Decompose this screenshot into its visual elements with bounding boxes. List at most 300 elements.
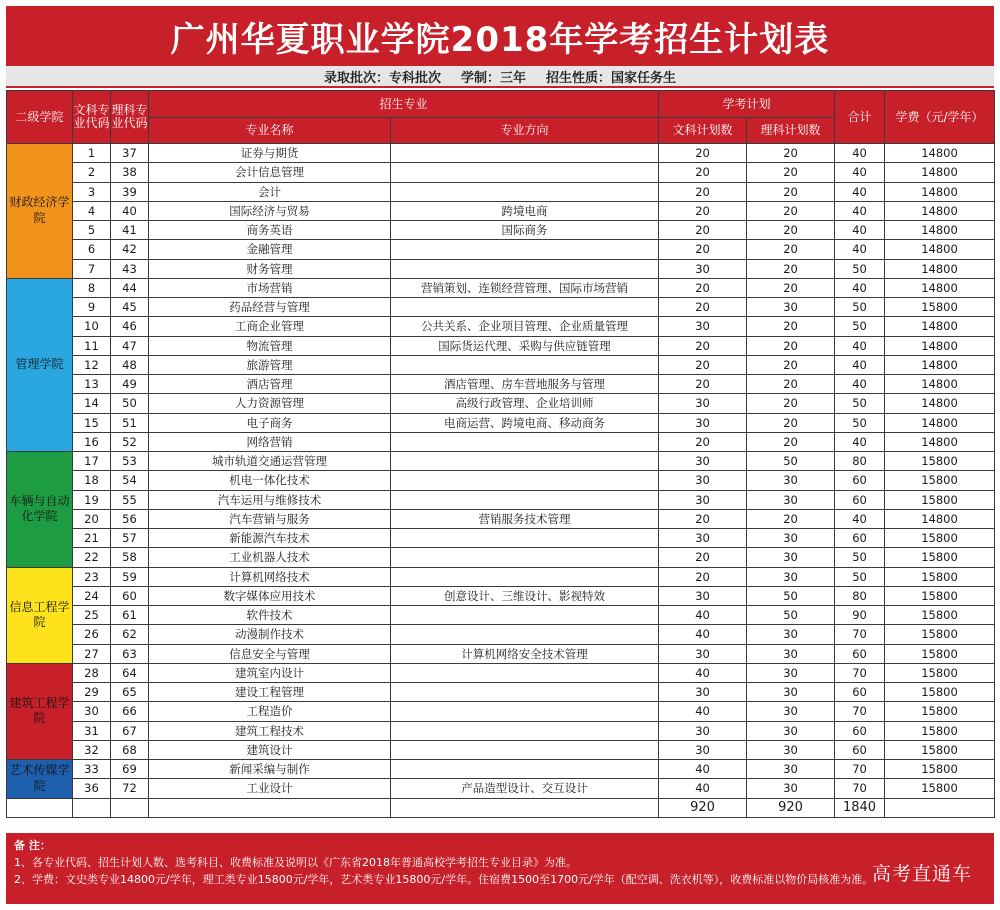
header-plan-group: 学考计划 [659, 91, 835, 118]
fee-cell: 14800 [885, 144, 995, 163]
direction-cell [391, 721, 659, 740]
wenke-plan-cell: 30 [659, 471, 747, 490]
direction-cell: 国际商务 [391, 221, 659, 240]
total-like: 920 [747, 798, 835, 817]
fee-cell: 15800 [885, 567, 995, 586]
wenke-plan-cell: 40 [659, 702, 747, 721]
title-text: 广州华夏职业学院2018年学考招生计划表 [170, 19, 830, 60]
total-cell: 40 [835, 509, 885, 528]
total-cell: 50 [835, 567, 885, 586]
total-cell: 40 [835, 336, 885, 355]
like-plan-cell: 50 [747, 452, 835, 471]
like-code-cell: 62 [111, 625, 149, 644]
nature-text: 招生性质：国家任务生 [546, 70, 677, 86]
table-row [7, 740, 995, 759]
wenke-code-cell: 14 [73, 394, 111, 413]
wenke-plan-cell: 40 [659, 760, 747, 779]
header-total: 合计 [835, 91, 885, 144]
wenke-code-cell: 6 [73, 240, 111, 259]
like-code-cell: 45 [111, 298, 149, 317]
like-plan-cell: 20 [747, 259, 835, 278]
table-row [7, 317, 995, 336]
total-cell: 50 [835, 548, 885, 567]
fee-cell: 14800 [885, 163, 995, 182]
wenke-code-cell: 10 [73, 317, 111, 336]
direction-cell [391, 702, 659, 721]
fee-cell: 15800 [885, 779, 995, 798]
like-code-cell: 61 [111, 606, 149, 625]
like-code-cell: 69 [111, 760, 149, 779]
like-plan-cell: 30 [747, 721, 835, 740]
totals-row [7, 798, 995, 817]
college-cell: 信息工程学院 [7, 567, 73, 663]
table-row [7, 355, 995, 374]
major-name-cell: 旅游管理 [149, 355, 391, 374]
like-plan-cell: 20 [747, 509, 835, 528]
table-row [7, 490, 995, 509]
major-name-cell: 城市轨道交通运营管理 [149, 452, 391, 471]
total-cell: 70 [835, 779, 885, 798]
wenke-plan-cell: 20 [659, 375, 747, 394]
like-plan-cell: 20 [747, 394, 835, 413]
like-plan-cell: 20 [747, 240, 835, 259]
like-plan-cell: 20 [747, 317, 835, 336]
wenke-code-cell: 5 [73, 221, 111, 240]
wenke-code-cell: 25 [73, 606, 111, 625]
like-plan-cell: 30 [747, 548, 835, 567]
table-row [7, 259, 995, 278]
like-code-cell: 42 [111, 240, 149, 259]
wenke-plan-cell: 30 [659, 490, 747, 509]
table-row [7, 336, 995, 355]
table-row [7, 509, 995, 528]
total-cell: 50 [835, 317, 885, 336]
wenke-plan-cell: 20 [659, 278, 747, 297]
table-body [7, 144, 995, 799]
like-plan-cell: 30 [747, 740, 835, 759]
wenke-plan-cell: 30 [659, 644, 747, 663]
fee-cell: 15800 [885, 683, 995, 702]
table-row [7, 663, 995, 682]
note-line-1: 1、各专业代码、招生计划人数、选考科目、收费标准及说明以《广东省2018年普通高校学考招生专业目录》为准。 [14, 856, 577, 869]
header-college: 二级学院 [7, 91, 73, 144]
total-cell: 40 [835, 221, 885, 240]
direction-cell [391, 432, 659, 451]
major-name-cell: 人力资源管理 [149, 394, 391, 413]
major-name-cell: 物流管理 [149, 336, 391, 355]
table-row [7, 201, 995, 220]
wenke-code-cell: 3 [73, 182, 111, 201]
like-plan-cell: 30 [747, 490, 835, 509]
major-name-cell: 药品经营与管理 [149, 298, 391, 317]
like-plan-cell: 30 [747, 760, 835, 779]
wenke-code-cell: 11 [73, 336, 111, 355]
like-plan-cell: 30 [747, 663, 835, 682]
like-code-cell: 38 [111, 163, 149, 182]
fee-cell: 14800 [885, 259, 995, 278]
like-code-cell: 56 [111, 509, 149, 528]
fee-cell: 14800 [885, 240, 995, 259]
like-plan-cell: 20 [747, 201, 835, 220]
like-code-cell: 59 [111, 567, 149, 586]
direction-cell: 创意设计、三维设计、影视特效 [391, 586, 659, 605]
notes-section [6, 833, 994, 904]
header-major-name: 专业名称 [149, 118, 391, 144]
wenke-plan-cell: 20 [659, 163, 747, 182]
total-cell: 50 [835, 259, 885, 278]
wenke-code-cell: 26 [73, 625, 111, 644]
table-row [7, 240, 995, 259]
total-cell: 40 [835, 201, 885, 220]
wenke-plan-cell: 30 [659, 721, 747, 740]
total-cell: 40 [835, 182, 885, 201]
fee-cell: 15800 [885, 740, 995, 759]
like-code-cell: 64 [111, 663, 149, 682]
header-wenke-plan: 文科计划数 [659, 118, 747, 144]
college-cell: 财政经济学院 [7, 144, 73, 279]
direction-cell: 国际货运代理、采购与供应链管理 [391, 336, 659, 355]
wenke-plan-cell: 20 [659, 182, 747, 201]
like-plan-cell: 30 [747, 779, 835, 798]
like-code-cell: 57 [111, 529, 149, 548]
major-name-cell: 软件技术 [149, 606, 391, 625]
watermark-text: 高考直通车 [871, 863, 972, 885]
fee-cell: 14800 [885, 432, 995, 451]
major-name-cell: 证券与期货 [149, 144, 391, 163]
like-code-cell: 41 [111, 221, 149, 240]
major-name-cell: 新闻采编与制作 [149, 760, 391, 779]
like-plan-cell: 20 [747, 355, 835, 374]
major-name-cell: 电子商务 [149, 413, 391, 432]
wenke-code-cell: 32 [73, 740, 111, 759]
like-plan-cell: 30 [747, 625, 835, 644]
fee-cell: 15800 [885, 606, 995, 625]
wenke-code-cell: 29 [73, 683, 111, 702]
fee-cell: 14800 [885, 182, 995, 201]
direction-cell [391, 240, 659, 259]
like-code-cell: 51 [111, 413, 149, 432]
direction-cell [391, 298, 659, 317]
college-cell: 艺术传媒学院 [7, 760, 73, 799]
total-cell: 40 [835, 432, 885, 451]
table-row [7, 529, 995, 548]
like-plan-cell: 30 [747, 644, 835, 663]
table-row [7, 644, 995, 663]
wenke-code-cell: 24 [73, 586, 111, 605]
direction-cell: 营销策划、连锁经营管理、国际市场营销 [391, 278, 659, 297]
wenke-code-cell: 22 [73, 548, 111, 567]
like-plan-cell: 30 [747, 702, 835, 721]
major-name-cell: 动漫制作技术 [149, 625, 391, 644]
fee-cell: 14800 [885, 375, 995, 394]
wenke-code-cell: 12 [73, 355, 111, 374]
direction-cell: 高级行政管理、企业培训师 [391, 394, 659, 413]
wenke-plan-cell: 20 [659, 509, 747, 528]
total-cell: 90 [835, 606, 885, 625]
like-plan-cell: 50 [747, 586, 835, 605]
fee-cell: 14800 [885, 201, 995, 220]
total-sum: 1840 [835, 798, 885, 817]
fee-cell: 14800 [885, 394, 995, 413]
wenke-plan-cell: 30 [659, 452, 747, 471]
major-name-cell: 数字媒体应用技术 [149, 586, 391, 605]
fee-cell: 15800 [885, 548, 995, 567]
wenke-code-cell: 28 [73, 663, 111, 682]
total-cell: 40 [835, 144, 885, 163]
fee-cell: 15800 [885, 721, 995, 740]
table-row [7, 163, 995, 182]
major-name-cell: 市场营销 [149, 278, 391, 297]
table-row [7, 702, 995, 721]
major-name-cell: 会计 [149, 182, 391, 201]
wenke-code-cell: 7 [73, 259, 111, 278]
fee-cell: 14800 [885, 336, 995, 355]
major-name-cell: 汽车营销与服务 [149, 509, 391, 528]
table-row [7, 298, 995, 317]
total-cell: 50 [835, 413, 885, 432]
like-code-cell: 72 [111, 779, 149, 798]
major-name-cell: 工业设计 [149, 779, 391, 798]
wenke-plan-cell: 20 [659, 567, 747, 586]
direction-cell [391, 683, 659, 702]
direction-cell [391, 548, 659, 567]
major-name-cell: 建设工程管理 [149, 683, 391, 702]
direction-cell: 跨境电商 [391, 201, 659, 220]
total-cell: 50 [835, 298, 885, 317]
like-plan-cell: 20 [747, 278, 835, 297]
major-name-cell: 工商企业管理 [149, 317, 391, 336]
wenke-plan-cell: 20 [659, 144, 747, 163]
wenke-plan-cell: 30 [659, 317, 747, 336]
wenke-plan-cell: 30 [659, 413, 747, 432]
enrollment-plan-table [6, 90, 995, 818]
wenke-plan-cell: 30 [659, 740, 747, 759]
table-row [7, 625, 995, 644]
direction-cell [391, 625, 659, 644]
major-name-cell: 机电一体化技术 [149, 471, 391, 490]
major-name-cell: 工业机器人技术 [149, 548, 391, 567]
like-plan-cell: 20 [747, 182, 835, 201]
wenke-code-cell: 4 [73, 201, 111, 220]
major-name-cell: 国际经济与贸易 [149, 201, 391, 220]
wenke-plan-cell: 20 [659, 201, 747, 220]
college-cell: 管理学院 [7, 278, 73, 451]
like-plan-cell: 20 [747, 432, 835, 451]
fee-cell: 15800 [885, 471, 995, 490]
direction-cell [391, 471, 659, 490]
like-plan-cell: 30 [747, 683, 835, 702]
major-name-cell: 商务英语 [149, 221, 391, 240]
wenke-code-cell: 13 [73, 375, 111, 394]
direction-cell [391, 740, 659, 759]
like-code-cell: 48 [111, 355, 149, 374]
total-cell: 80 [835, 452, 885, 471]
wenke-plan-cell: 30 [659, 683, 747, 702]
table-row [7, 779, 995, 798]
direction-cell: 酒店管理、房车营地服务与管理 [391, 375, 659, 394]
like-code-cell: 37 [111, 144, 149, 163]
like-code-cell: 60 [111, 586, 149, 605]
fee-cell: 15800 [885, 298, 995, 317]
page-title [6, 6, 994, 66]
fee-cell: 15800 [885, 586, 995, 605]
table-row [7, 471, 995, 490]
major-name-cell: 新能源汽车技术 [149, 529, 391, 548]
like-code-cell: 66 [111, 702, 149, 721]
direction-cell [391, 529, 659, 548]
college-cell: 建筑工程学院 [7, 663, 73, 759]
like-code-cell: 55 [111, 490, 149, 509]
like-plan-cell: 30 [747, 529, 835, 548]
header-wenke-code: 文科专业代码 [73, 91, 111, 144]
wenke-plan-cell: 30 [659, 259, 747, 278]
major-name-cell: 建筑设计 [149, 740, 391, 759]
like-plan-cell: 50 [747, 606, 835, 625]
wenke-code-cell: 19 [73, 490, 111, 509]
direction-cell [391, 452, 659, 471]
major-name-cell: 汽车运用与维修技术 [149, 490, 391, 509]
direction-cell: 营销服务技术管理 [391, 509, 659, 528]
table-row [7, 683, 995, 702]
wenke-plan-cell: 20 [659, 298, 747, 317]
like-plan-cell: 20 [747, 413, 835, 432]
wenke-plan-cell: 40 [659, 663, 747, 682]
like-code-cell: 39 [111, 182, 149, 201]
major-name-cell: 信息安全与管理 [149, 644, 391, 663]
like-code-cell: 67 [111, 721, 149, 740]
wenke-code-cell: 1 [73, 144, 111, 163]
wenke-code-cell: 36 [73, 779, 111, 798]
like-code-cell: 40 [111, 201, 149, 220]
table-row [7, 432, 995, 451]
total-cell: 40 [835, 375, 885, 394]
fee-cell: 14800 [885, 221, 995, 240]
table-row [7, 567, 995, 586]
major-name-cell: 金融管理 [149, 240, 391, 259]
like-code-cell: 53 [111, 452, 149, 471]
total-cell: 50 [835, 394, 885, 413]
total-cell: 60 [835, 471, 885, 490]
wenke-plan-cell: 20 [659, 221, 747, 240]
direction-cell: 计算机网络安全技术管理 [391, 644, 659, 663]
table-row [7, 375, 995, 394]
direction-cell [391, 144, 659, 163]
like-code-cell: 68 [111, 740, 149, 759]
like-plan-cell: 30 [747, 471, 835, 490]
wenke-plan-cell: 30 [659, 394, 747, 413]
wenke-plan-cell: 30 [659, 529, 747, 548]
fee-cell: 14800 [885, 509, 995, 528]
like-code-cell: 54 [111, 471, 149, 490]
table-row [7, 221, 995, 240]
header-fee: 学费（元/学年） [885, 91, 995, 144]
like-code-cell: 65 [111, 683, 149, 702]
wenke-code-cell: 20 [73, 509, 111, 528]
total-cell: 40 [835, 163, 885, 182]
wenke-code-cell: 27 [73, 644, 111, 663]
fee-cell: 14800 [885, 317, 995, 336]
total-cell: 60 [835, 529, 885, 548]
duration-text: 学制：三年 [460, 70, 526, 86]
fee-cell: 14800 [885, 355, 995, 374]
wenke-code-cell: 2 [73, 163, 111, 182]
wenke-code-cell: 30 [73, 702, 111, 721]
table-row [7, 278, 995, 297]
batch-text: 录取批次：专科批次 [323, 70, 441, 86]
like-plan-cell: 30 [747, 567, 835, 586]
wenke-code-cell: 8 [73, 278, 111, 297]
direction-cell [391, 606, 659, 625]
table-row [7, 144, 995, 163]
direction-cell: 产品造型设计、交互设计 [391, 779, 659, 798]
total-cell: 40 [835, 355, 885, 374]
wenke-plan-cell: 20 [659, 355, 747, 374]
total-wenke: 920 [659, 798, 747, 817]
direction-cell: 公共关系、企业项目管理、企业质量管理 [391, 317, 659, 336]
header-major-group: 招生专业 [149, 91, 659, 118]
fee-cell: 15800 [885, 490, 995, 509]
direction-cell [391, 182, 659, 201]
total-cell: 60 [835, 683, 885, 702]
like-code-cell: 63 [111, 644, 149, 663]
fee-cell: 14800 [885, 278, 995, 297]
wenke-code-cell: 21 [73, 529, 111, 548]
wenke-plan-cell: 40 [659, 779, 747, 798]
wenke-code-cell: 15 [73, 413, 111, 432]
wenke-code-cell: 33 [73, 760, 111, 779]
total-cell: 80 [835, 586, 885, 605]
table-row [7, 182, 995, 201]
like-plan-cell: 20 [747, 221, 835, 240]
like-code-cell: 46 [111, 317, 149, 336]
major-name-cell: 建筑室内设计 [149, 663, 391, 682]
total-cell: 70 [835, 663, 885, 682]
total-cell: 70 [835, 702, 885, 721]
direction-cell [391, 567, 659, 586]
direction-cell [391, 259, 659, 278]
direction-cell: 电商运营、跨境电商、移动商务 [391, 413, 659, 432]
major-name-cell: 计算机网络技术 [149, 567, 391, 586]
wenke-plan-cell: 20 [659, 240, 747, 259]
wenke-code-cell: 23 [73, 567, 111, 586]
table-row [7, 721, 995, 740]
wenke-code-cell: 17 [73, 452, 111, 471]
wenke-plan-cell: 40 [659, 625, 747, 644]
wenke-plan-cell: 20 [659, 548, 747, 567]
like-plan-cell: 20 [747, 163, 835, 182]
wenke-plan-cell: 30 [659, 586, 747, 605]
header-like-code: 理科专业代码 [111, 91, 149, 144]
table-row [7, 606, 995, 625]
wenke-plan-cell: 40 [659, 606, 747, 625]
table-row [7, 394, 995, 413]
like-code-cell: 50 [111, 394, 149, 413]
like-plan-cell: 20 [747, 375, 835, 394]
like-code-cell: 43 [111, 259, 149, 278]
like-plan-cell: 30 [747, 298, 835, 317]
wenke-code-cell: 31 [73, 721, 111, 740]
like-code-cell: 49 [111, 375, 149, 394]
fee-cell: 15800 [885, 452, 995, 471]
fee-cell: 15800 [885, 529, 995, 548]
direction-cell [391, 163, 659, 182]
like-code-cell: 52 [111, 432, 149, 451]
total-cell: 40 [835, 240, 885, 259]
like-plan-cell: 20 [747, 144, 835, 163]
total-cell: 70 [835, 760, 885, 779]
fee-cell: 15800 [885, 702, 995, 721]
direction-cell [391, 355, 659, 374]
